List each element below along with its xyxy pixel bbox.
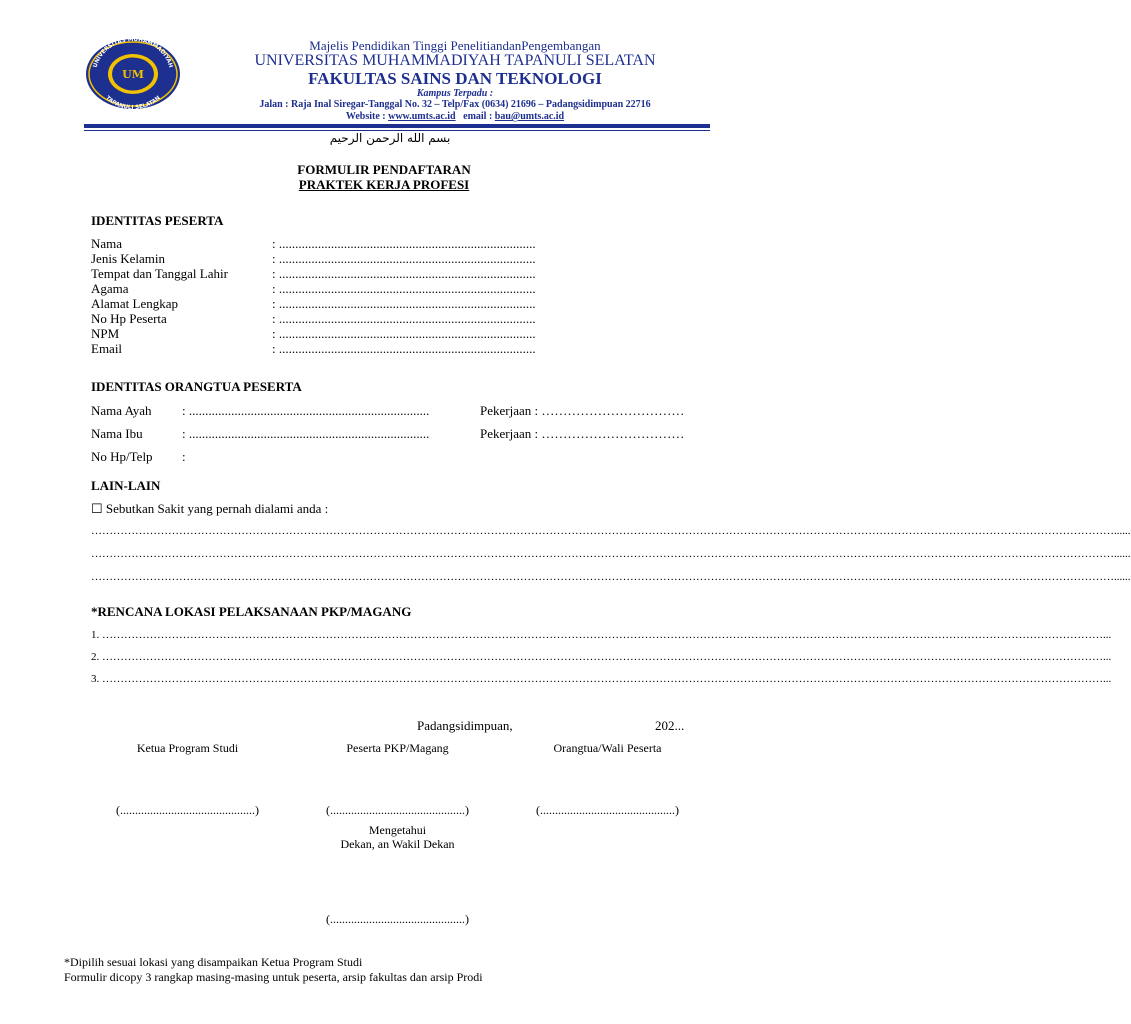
signature-blank-peserta[interactable]: (.............................................) [326,803,469,817]
field-input-no-hp-telp[interactable]: : [182,449,186,464]
header-university-name: UNIVERSITAS MUHAMMADIYAH TAPANULI SELATAN [254,52,656,69]
logo-bottom-text: TAPANULI SELATAN [104,95,162,110]
field-label-npm: NPM [91,326,120,341]
footer-note-2: Formulir dicopy 3 rangkap masing-masing untuk peserta, arsip fakultas dan arsip Prodi [64,970,483,984]
checkbox-icon[interactable]: ☐ [91,501,103,516]
section-heading-identitas-orangtua: IDENTITAS ORANGTUA PESERTA [91,379,302,394]
header-address: Jalan : Raja Inal Siregar-Tanggal No. 32 – Telp/Fax (0634) 21696 – Padangsidimpuan 22716 [259,99,651,110]
field-label-nama-ibu: Nama Ibu [91,426,143,441]
field-input-nama[interactable]: : ............................................................................... [272,236,536,251]
header-campus-label: Kampus Terpadu : [416,88,494,99]
signature-blank-orangtua[interactable]: (.............................................) [536,803,679,817]
email-link[interactable]: bau@umts.ac.id [494,111,565,122]
signature-mengetahui: Mengetahui [368,823,427,837]
signature-col-orangtua: Orangtua/Wali Peserta [553,741,662,755]
field-input-nama-ayah[interactable]: : .......................................................................... [182,403,430,418]
rencana-lokasi-item-2[interactable]: 2. …………………………………………………………………………………………………………………………………………………………………………………………………………………………………………………... [91,651,1112,663]
field-label-no-hp-peserta: No Hp Peserta [91,311,167,326]
field-input-nama-ibu[interactable]: : .......................................................................... [182,426,430,441]
lain-lain-line-3[interactable]: ………………………………………………………………………………………………………………………………………………………………………………………………………………………………………………………...... [91,571,1131,583]
footer-note-1: *Dipilih sesuai lokasi yang disampaikan Ketua Program Studi [64,955,363,969]
rencana-lokasi-item-1[interactable]: 1. …………………………………………………………………………………………………………………………………………………………………………………………………………………………………………………... [91,629,1112,641]
email-label: email : [463,111,493,122]
section-heading-rencana-lokasi: *RENCANA LOKASI PELAKSANAAN PKP/MAGANG [91,604,412,619]
header-rule-thick [84,124,710,128]
field-label-agama: Agama [91,281,129,296]
field-input-pekerjaan-ayah[interactable]: Pekerjaan : …………………………… [480,403,685,418]
field-label-email: Email [91,341,123,356]
lain-lain-prompt-text: Sebutkan Sakit yang pernah dialami anda : [105,501,329,516]
field-input-agama[interactable]: : ............................................................................... [272,281,536,296]
rencana-lokasi-item-3[interactable]: 3. …………………………………………………………………………………………………………………………………………………………………………………………………………………………………………………... [91,673,1112,685]
basmalah-text: بسم الله الرحمن الرحيم [329,131,451,145]
field-input-npm[interactable]: : ............................................................................... [272,326,536,341]
header-contact [200,111,710,122]
field-input-pekerjaan-ibu[interactable]: Pekerjaan : …………………………… [480,426,685,441]
lain-lain-line-2[interactable]: ………………………………………………………………………………………………………………………………………………………………………………………………………………………………………………………...... [91,548,1131,560]
logo-center-text: UM [122,68,144,81]
website-label: Website : [345,111,386,122]
header-faculty-name: FAKULTAS SAINS DAN TEKNOLOGI [308,69,602,88]
field-label-tempat-tanggal-lahir: Tempat dan Tanggal Lahir [91,266,228,281]
field-label-nama-ayah: Nama Ayah [91,403,152,418]
university-logo [84,36,182,110]
form-subtitle [234,177,534,193]
section-heading-identitas-peserta: IDENTITAS PESERTA [91,213,224,228]
lain-lain-line-1[interactable]: ………………………………………………………………………………………………………………………………………………………………………………………………………………………………………………………...... [91,525,1131,537]
field-label-jenis-kelamin: Jenis Kelamin [91,251,166,266]
field-label-no-hp-telp: No Hp/Telp [91,449,153,464]
field-label-alamat-lengkap: Alamat Lengkap [91,296,178,311]
signature-col-peserta: Peserta PKP/Magang [346,741,449,755]
signature-blank-dekan[interactable]: (.............................................) [326,912,469,926]
logo-top-text: UNIVERSITAS MUHAMMADIYAH [92,36,174,69]
lain-lain-prompt [91,501,328,517]
signature-year: 202... [655,718,685,733]
form-title: FORMULIR PENDAFTARAN [297,162,471,177]
signature-dekan: Dekan, an Wakil Dekan [340,837,455,851]
field-input-alamat-lengkap[interactable]: : ............................................................................... [272,296,536,311]
website-link[interactable]: www.umts.ac.id [388,111,456,122]
field-input-tempat-tanggal-lahir[interactable]: : ............................................................................... [272,266,536,281]
section-heading-lain-lain: LAIN-LAIN [91,478,161,493]
field-label-nama: Nama [91,236,123,251]
field-input-no-hp-peserta[interactable]: : ............................................................................... [272,311,536,326]
field-input-jenis-kelamin[interactable]: : ............................................................................... [272,251,536,266]
form-subtitle-text: PRAKTEK KERJA PROFESI [298,177,470,192]
signature-blank-ketua-prodi[interactable]: (.............................................) [116,803,259,817]
signature-place: Padangsidimpuan, [417,718,513,733]
header-line-majelis: Majelis Pendidikan Tinggi PenelitiandanPengembangan [309,38,601,53]
field-input-email[interactable]: : ............................................................................... [272,341,536,356]
signature-col-ketua-prodi: Ketua Program Studi [136,741,239,755]
